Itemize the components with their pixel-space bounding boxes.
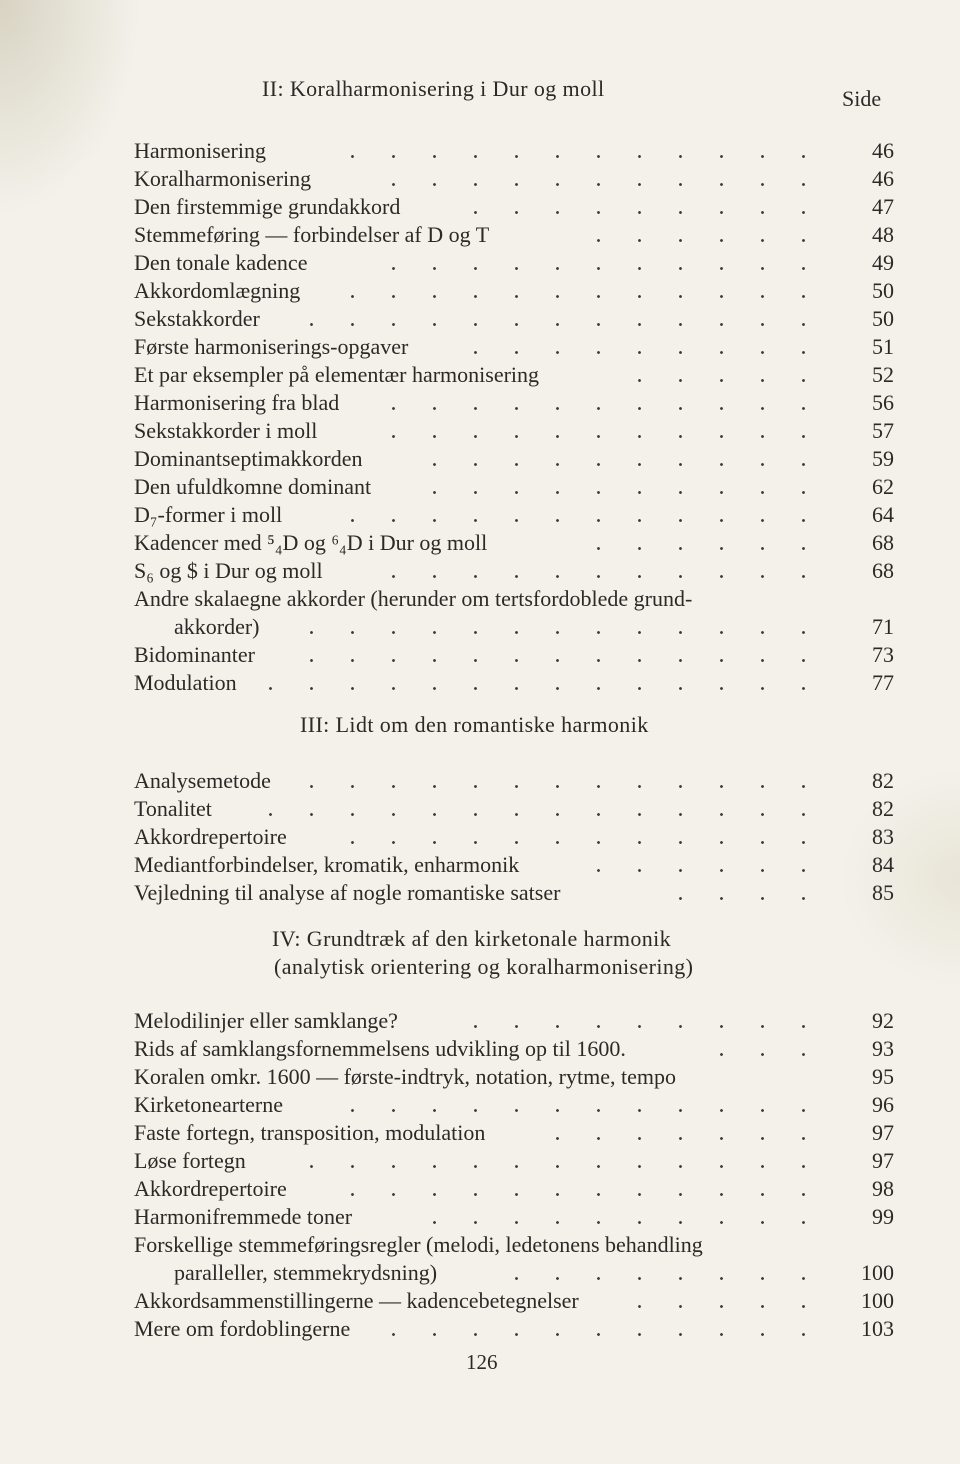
toc-page-number: 97 bbox=[872, 1120, 894, 1145]
dot-leader bbox=[234, 813, 824, 816]
toc-entry-title: Den firstemmige grundakkord bbox=[134, 194, 401, 219]
toc-entry-title: Forskellige stemmeføringsregler (melodi, ledetonens behandling bbox=[134, 1232, 703, 1257]
dot-leader bbox=[382, 267, 824, 270]
toc-entry-title: Sekstakkorder bbox=[134, 306, 260, 331]
toc-entry-title: Stemmeføring — forbindelser af D og T bbox=[134, 222, 490, 247]
toc-page-number: 64 bbox=[872, 502, 894, 527]
toc-entry[interactable] bbox=[134, 1204, 894, 1231]
toc-page-number: 56 bbox=[872, 390, 894, 415]
toc-entry-title: Koralharmonisering bbox=[134, 166, 312, 191]
toc-entry-title: D₇-former i moll bbox=[134, 502, 283, 527]
toc-entry-title: Mediantforbindelser, kromatik, enharmonik bbox=[134, 852, 520, 877]
toc-entry-title: Tonalitet bbox=[134, 796, 212, 821]
dot-leader bbox=[420, 491, 824, 494]
toc-page-number: 83 bbox=[872, 824, 894, 849]
toc-page-number: 84 bbox=[872, 852, 894, 877]
toc-entry-title: Vejledning til analyse af nogle romantiske satser bbox=[134, 880, 561, 905]
toc-page-number: 51 bbox=[872, 334, 894, 359]
dot-leader bbox=[704, 1053, 824, 1056]
toc-entry[interactable] bbox=[134, 642, 894, 669]
dot-leader bbox=[320, 519, 824, 522]
toc-page-number: 46 bbox=[872, 138, 894, 163]
dot-leader bbox=[366, 183, 824, 186]
section-title-ii: II: Koralharmonisering i Dur og moll bbox=[262, 76, 605, 101]
toc-page-number: 92 bbox=[872, 1008, 894, 1033]
toc-entry[interactable] bbox=[134, 250, 894, 277]
toc-entry[interactable] bbox=[134, 1232, 894, 1259]
toc-entry[interactable] bbox=[134, 852, 894, 879]
toc-entry[interactable] bbox=[134, 1036, 894, 1063]
toc-entry[interactable] bbox=[134, 1092, 894, 1119]
dot-leader bbox=[318, 155, 824, 158]
toc-entry-title: Melodilinjer eller samklange? bbox=[134, 1008, 398, 1033]
toc-page-number: 49 bbox=[872, 250, 894, 275]
dot-leader bbox=[634, 1305, 824, 1308]
toc-page-number: 57 bbox=[872, 418, 894, 443]
toc-entry[interactable] bbox=[134, 614, 894, 641]
dot-leader bbox=[320, 1193, 824, 1196]
toc-entry-title: Koralen omkr. 1600 — første-indtryk, notation, rytme, tempo bbox=[134, 1064, 676, 1089]
page-number-footer: 126 bbox=[466, 1350, 498, 1374]
dot-leader bbox=[398, 1221, 824, 1224]
toc-entry-title: Akkordrepertoire bbox=[134, 824, 287, 849]
toc-entry-title: akkorder) bbox=[174, 614, 260, 639]
toc-entry-title: Kadencer med ⁵₄D og ⁶₄D i Dur og moll bbox=[134, 530, 488, 555]
dot-leader bbox=[390, 407, 824, 410]
toc-entry[interactable] bbox=[134, 138, 894, 165]
toc-entry[interactable] bbox=[134, 222, 894, 249]
toc-entry-title: Et par eksempler på elementær harmonisering bbox=[134, 362, 540, 387]
toc-entry-title: Harmonisering bbox=[134, 138, 266, 163]
toc-entry-title: Andre skalaegne akkorder (herunder om tertsfordoblede grund- bbox=[134, 586, 693, 611]
toc-page-number: 98 bbox=[872, 1176, 894, 1201]
dot-leader bbox=[320, 1109, 824, 1112]
toc-entry[interactable] bbox=[134, 1120, 894, 1147]
dot-leader bbox=[458, 351, 824, 354]
toc-entry[interactable] bbox=[134, 1260, 894, 1287]
toc-entry[interactable] bbox=[134, 362, 894, 389]
toc-page-number: 48 bbox=[872, 222, 894, 247]
toc-page-number: 96 bbox=[872, 1092, 894, 1117]
page-column-header: Side bbox=[842, 86, 882, 111]
dot-leader bbox=[304, 785, 824, 788]
dot-leader bbox=[456, 211, 824, 214]
dot-leader bbox=[480, 1277, 824, 1280]
toc-entry-title: Kirketonearterne bbox=[134, 1092, 284, 1117]
toc-entry[interactable] bbox=[134, 586, 894, 613]
toc-page-number: 100 bbox=[861, 1288, 894, 1313]
toc-entry-title: Akkordomlægning bbox=[134, 278, 301, 303]
toc-entry-title: Dominantseptimakkorden bbox=[134, 446, 363, 471]
dot-leader bbox=[398, 463, 824, 466]
toc-page-number: 71 bbox=[872, 614, 894, 639]
toc-entry[interactable] bbox=[134, 558, 894, 585]
toc-entry[interactable] bbox=[134, 796, 894, 823]
toc-page-number: 85 bbox=[872, 880, 894, 905]
toc-entry-title: Modulation bbox=[134, 670, 237, 695]
toc-entry-title: Bidominanter bbox=[134, 642, 255, 667]
toc-page-number: 47 bbox=[872, 194, 894, 219]
toc-entry[interactable] bbox=[134, 418, 894, 445]
dot-leader bbox=[284, 1165, 824, 1168]
toc-entry[interactable] bbox=[134, 390, 894, 417]
toc-entry-title: paralleller, stemmekrydsning) bbox=[174, 1260, 438, 1285]
dot-leader bbox=[258, 687, 824, 690]
toc-entry-title: Rids af samklangsfornemmelsens udvikling op til 1600. bbox=[134, 1036, 626, 1061]
toc-entry[interactable] bbox=[134, 1288, 894, 1315]
dot-leader bbox=[276, 631, 824, 634]
dot-leader bbox=[360, 435, 824, 438]
dot-leader bbox=[642, 897, 824, 900]
toc-page-number: 52 bbox=[872, 362, 894, 387]
toc-page-number: 68 bbox=[872, 558, 894, 583]
toc-entry-title: Harmonisering fra blad bbox=[134, 390, 340, 415]
dot-leader bbox=[438, 1025, 824, 1028]
toc-entry[interactable] bbox=[134, 824, 894, 851]
toc-entry-title: Den ufuldkomne dominant bbox=[134, 474, 372, 499]
toc-entry-title: Harmonifremmede toner bbox=[134, 1204, 353, 1229]
section-title-iii: III: Lidt om den romantiske harmonik bbox=[300, 712, 649, 737]
dot-leader bbox=[554, 1137, 824, 1140]
toc-entry[interactable] bbox=[134, 768, 894, 795]
toc-page-number: 59 bbox=[872, 446, 894, 471]
dot-leader bbox=[370, 575, 824, 578]
dot-leader bbox=[568, 547, 824, 550]
toc-entry[interactable] bbox=[134, 1148, 894, 1175]
toc-page-number: 62 bbox=[872, 474, 894, 499]
toc-page-number: 50 bbox=[872, 278, 894, 303]
toc-entry-title: Akkordsammenstillingerne — kadencebetegnelser bbox=[134, 1288, 579, 1313]
toc-entry-title: Første harmoniserings-opgaver bbox=[134, 334, 409, 359]
toc-page-number: 103 bbox=[861, 1316, 894, 1341]
toc-entry-title: Sekstakkorder i moll bbox=[134, 418, 318, 443]
toc-entry[interactable] bbox=[134, 278, 894, 305]
toc-entry[interactable] bbox=[134, 446, 894, 473]
toc-page-number: 93 bbox=[872, 1036, 894, 1061]
toc-page-number: 82 bbox=[872, 768, 894, 793]
toc-entry[interactable] bbox=[134, 306, 894, 333]
dot-leader bbox=[288, 323, 824, 326]
toc-entry[interactable] bbox=[134, 502, 894, 529]
toc-entry[interactable] bbox=[134, 194, 894, 221]
toc-entry[interactable] bbox=[134, 530, 894, 557]
toc-entry-title: Analysemetode bbox=[134, 768, 271, 793]
toc-page-number: 46 bbox=[872, 166, 894, 191]
dot-leader bbox=[580, 869, 824, 872]
toc-entry-title: Den tonale kadence bbox=[134, 250, 308, 275]
section-title-iv: IV: Grundtræk af den kirketonale harmonik bbox=[272, 926, 672, 951]
toc-entry[interactable] bbox=[134, 166, 894, 193]
dot-leader bbox=[566, 239, 824, 242]
toc-entry-title: S₆ og $ i Dur og moll bbox=[134, 558, 323, 583]
toc-page-number: 99 bbox=[872, 1204, 894, 1229]
toc-entry[interactable] bbox=[134, 1176, 894, 1203]
dot-leader bbox=[390, 1333, 824, 1336]
toc-entry[interactable] bbox=[134, 1064, 894, 1091]
toc-entry[interactable] bbox=[134, 1316, 894, 1343]
dot-leader bbox=[608, 379, 824, 382]
toc-page-number: 97 bbox=[872, 1148, 894, 1173]
section-subtitle-iv: (analytisk orientering og koralharmonisering) bbox=[274, 954, 694, 979]
dot-leader bbox=[334, 295, 824, 298]
dot-leader bbox=[316, 841, 824, 844]
toc-page-number: 95 bbox=[872, 1064, 894, 1089]
toc-entry-title: Mere om fordoblingerne bbox=[134, 1316, 351, 1341]
toc-page-number: 82 bbox=[872, 796, 894, 821]
toc-entry-title: Faste fortegn, transposition, modulation bbox=[134, 1120, 486, 1145]
toc-entry[interactable] bbox=[134, 474, 894, 501]
toc-entry[interactable] bbox=[134, 334, 894, 361]
toc-page-number: 73 bbox=[872, 642, 894, 667]
toc-entry[interactable] bbox=[134, 670, 894, 697]
toc-entry-title: Akkordrepertoire bbox=[134, 1176, 287, 1201]
toc-page-number: 77 bbox=[872, 670, 894, 695]
dot-leader bbox=[274, 659, 824, 662]
toc-entry[interactable] bbox=[134, 880, 894, 907]
toc-page-number: 50 bbox=[872, 306, 894, 331]
toc-entry-title: Løse fortegn bbox=[134, 1148, 246, 1173]
toc-page-number: 68 bbox=[872, 530, 894, 555]
toc-entry[interactable] bbox=[134, 1008, 894, 1035]
toc-page-number: 100 bbox=[861, 1260, 894, 1285]
